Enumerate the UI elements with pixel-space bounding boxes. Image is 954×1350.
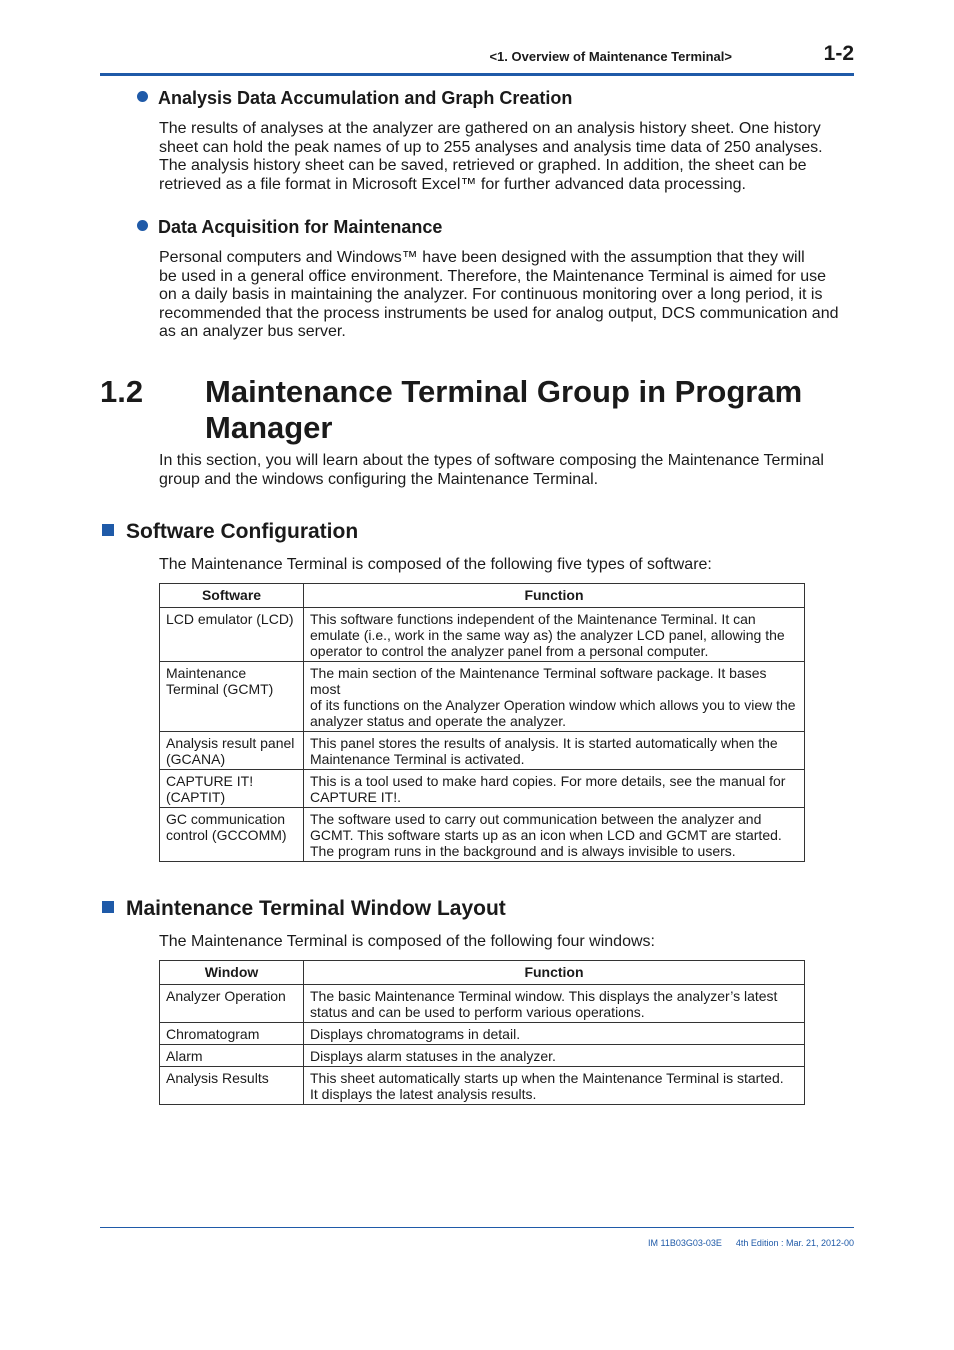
cell-line: emulate (i.e., work in the same way as) the analyzer LCD panel, allowing the — [310, 627, 785, 643]
function-cell — [304, 662, 805, 732]
text-line: retrieved as a file format in Microsoft Excel™ for further advanced data processing. — [159, 175, 746, 193]
cell-line: CAPTURE IT!. — [310, 789, 402, 805]
cell-line: CAPTURE IT! — [166, 773, 254, 789]
paragraph-analysis-data — [159, 120, 851, 194]
function-cell — [304, 732, 805, 770]
cell-line: The basic Maintenance Terminal window. This displays the analyzer’s latest — [310, 988, 778, 1004]
cell-line: The program runs in the background and is always invisible to users. — [310, 843, 736, 859]
text-line: The results of analyses at the analyzer are gathered on an analysis history sheet. One history — [159, 120, 821, 137]
software-intro: The Maintenance Terminal is composed of the following five types of software: — [159, 556, 712, 573]
column-header-software: Software — [160, 584, 304, 608]
cell-line: Displays chromatograms in detail. — [310, 1026, 521, 1042]
windows-table — [159, 960, 805, 1105]
table-row — [160, 770, 805, 808]
bullet-heading-data-acquisition — [137, 217, 442, 238]
cell-line: Maintenance Terminal is activated. — [310, 751, 525, 767]
software-name-cell — [160, 732, 304, 770]
text-line: on a daily basis in maintaining the analyzer. For continuous monitoring over a long period, it is — [159, 286, 823, 303]
function-cell — [304, 608, 805, 662]
table-header-row — [160, 961, 805, 985]
subheading-software-configuration — [102, 520, 358, 544]
table-row — [160, 808, 805, 862]
document-id: IM 11B03G03-03E — [648, 1238, 722, 1248]
text-line: The analysis history sheet can be saved, retrieved or graphed. In addition, the sheet can be — [159, 157, 807, 174]
footer — [520, 1238, 854, 1248]
table-row — [160, 608, 805, 662]
cell-line: This is a tool used to make hard copies. For more details, see the manual for — [310, 773, 786, 789]
cell-line: of its functions on the Analyzer Operation window which allows you to view the — [310, 697, 796, 713]
bullet-heading-text: Analysis Data Accumulation and Graph Creation — [158, 88, 573, 108]
subheading-text: Software Configuration — [126, 520, 359, 543]
function-cell — [304, 1045, 805, 1067]
table-row — [160, 985, 805, 1023]
page-number: 1-2 — [823, 42, 854, 65]
cell-line: This panel stores the results of analysis. It is started automatically when the — [310, 735, 778, 751]
table-header-row — [160, 584, 805, 608]
text-line: be used in a general office environment. Therefore, the Maintenance Terminal is aimed for use — [159, 267, 827, 285]
text-line: Personal computers and Windows™ have been designed with the assumption that they will — [159, 249, 805, 266]
function-cell — [304, 1067, 805, 1105]
table-row — [160, 1067, 805, 1105]
section-title — [205, 374, 845, 446]
window-name-cell — [160, 1045, 304, 1067]
window-name-cell — [160, 1023, 304, 1045]
software-name-cell — [160, 770, 304, 808]
square-bullet-icon — [102, 901, 114, 913]
section-title-line: Maintenance Terminal Group in Program — [205, 374, 803, 409]
software-table — [159, 583, 805, 862]
running-header: <1. Overview of Maintenance Terminal> — [489, 49, 732, 64]
function-cell — [304, 808, 805, 862]
cell-line: Analyzer Operation — [166, 988, 286, 1004]
cell-line: control (GCCOMM) — [166, 827, 287, 843]
section-title-line: Manager — [205, 410, 333, 445]
cell-line: This software functions independent of the Maintenance Terminal. It can — [310, 611, 756, 627]
bullet-dot-icon — [137, 220, 148, 231]
cell-line: Chromatogram — [166, 1026, 260, 1042]
section-intro — [159, 452, 851, 489]
software-name-cell — [160, 662, 304, 732]
section-number: 1.2 — [100, 374, 144, 409]
software-name-cell — [160, 608, 304, 662]
text-line: group and the windows configuring the Maintenance Terminal. — [159, 470, 599, 488]
text-line: In this section, you will learn about the types of software composing the Maintenance Terminal — [159, 452, 824, 469]
subheading-text: Maintenance Terminal Window Layout — [126, 897, 506, 920]
bullet-dot-icon — [137, 91, 148, 102]
text-line: sheet can hold the peak names of up to 255 analyses and analysis time data of 250 analyses. — [159, 138, 823, 156]
column-header-function: Function — [304, 961, 805, 985]
cell-line: It displays the latest analysis results. — [310, 1086, 537, 1102]
cell-line: This sheet automatically starts up when the Maintenance Terminal is started. — [310, 1070, 784, 1086]
cell-line: GCMT. This software starts up as an icon when LCD and GCMT are started. — [310, 827, 782, 843]
windows-intro: The Maintenance Terminal is composed of the following four windows: — [159, 933, 655, 950]
cell-line: The main section of the Maintenance Terminal software package. It bases most — [310, 665, 767, 697]
function-cell — [304, 1023, 805, 1045]
text-line: recommended that the process instruments be used for analog output, DCS communication and — [159, 304, 839, 322]
footer-rule — [100, 1227, 854, 1228]
window-name-cell — [160, 1067, 304, 1105]
bullet-heading-analysis-data — [137, 88, 572, 109]
table-row — [160, 1023, 805, 1045]
cell-line: LCD emulator (LCD) — [166, 611, 294, 627]
edition-info: 4th Edition : Mar. 21, 2012-00 — [735, 1238, 854, 1248]
subheading-window-layout — [102, 897, 506, 921]
table-row — [160, 662, 805, 732]
cell-line: Displays alarm statuses in the analyzer. — [310, 1048, 556, 1064]
cell-line: operator to control the analyzer panel from a personal computer. — [310, 643, 709, 659]
cell-line: Analysis result panel — [166, 735, 295, 751]
software-name-cell — [160, 808, 304, 862]
cell-line: Alarm — [166, 1048, 203, 1064]
cell-line: status and can be used to perform various operations. — [310, 1004, 645, 1020]
paragraph-data-acquisition — [159, 249, 851, 342]
function-cell — [304, 985, 805, 1023]
function-cell — [304, 770, 805, 808]
cell-line: (GCANA) — [166, 751, 226, 767]
text-line: as an analyzer bus server. — [159, 323, 346, 340]
cell-line: Maintenance — [166, 665, 247, 681]
window-name-cell — [160, 985, 304, 1023]
column-header-window: Window — [160, 961, 304, 985]
table-row — [160, 1045, 805, 1067]
cell-line: The software used to carry out communication between the analyzer and — [310, 811, 762, 827]
table-row — [160, 732, 805, 770]
cell-line: Analysis Results — [166, 1070, 269, 1086]
cell-line: GC communication — [166, 811, 286, 827]
column-header-function: Function — [304, 584, 805, 608]
bullet-heading-text: Data Acquisition for Maintenance — [158, 217, 443, 237]
cell-line: analyzer status and operate the analyzer. — [310, 713, 567, 729]
cell-line: Terminal (GCMT) — [166, 681, 274, 697]
cell-line: (CAPTIT) — [166, 789, 226, 805]
header-rule — [100, 73, 854, 76]
square-bullet-icon — [102, 524, 114, 536]
